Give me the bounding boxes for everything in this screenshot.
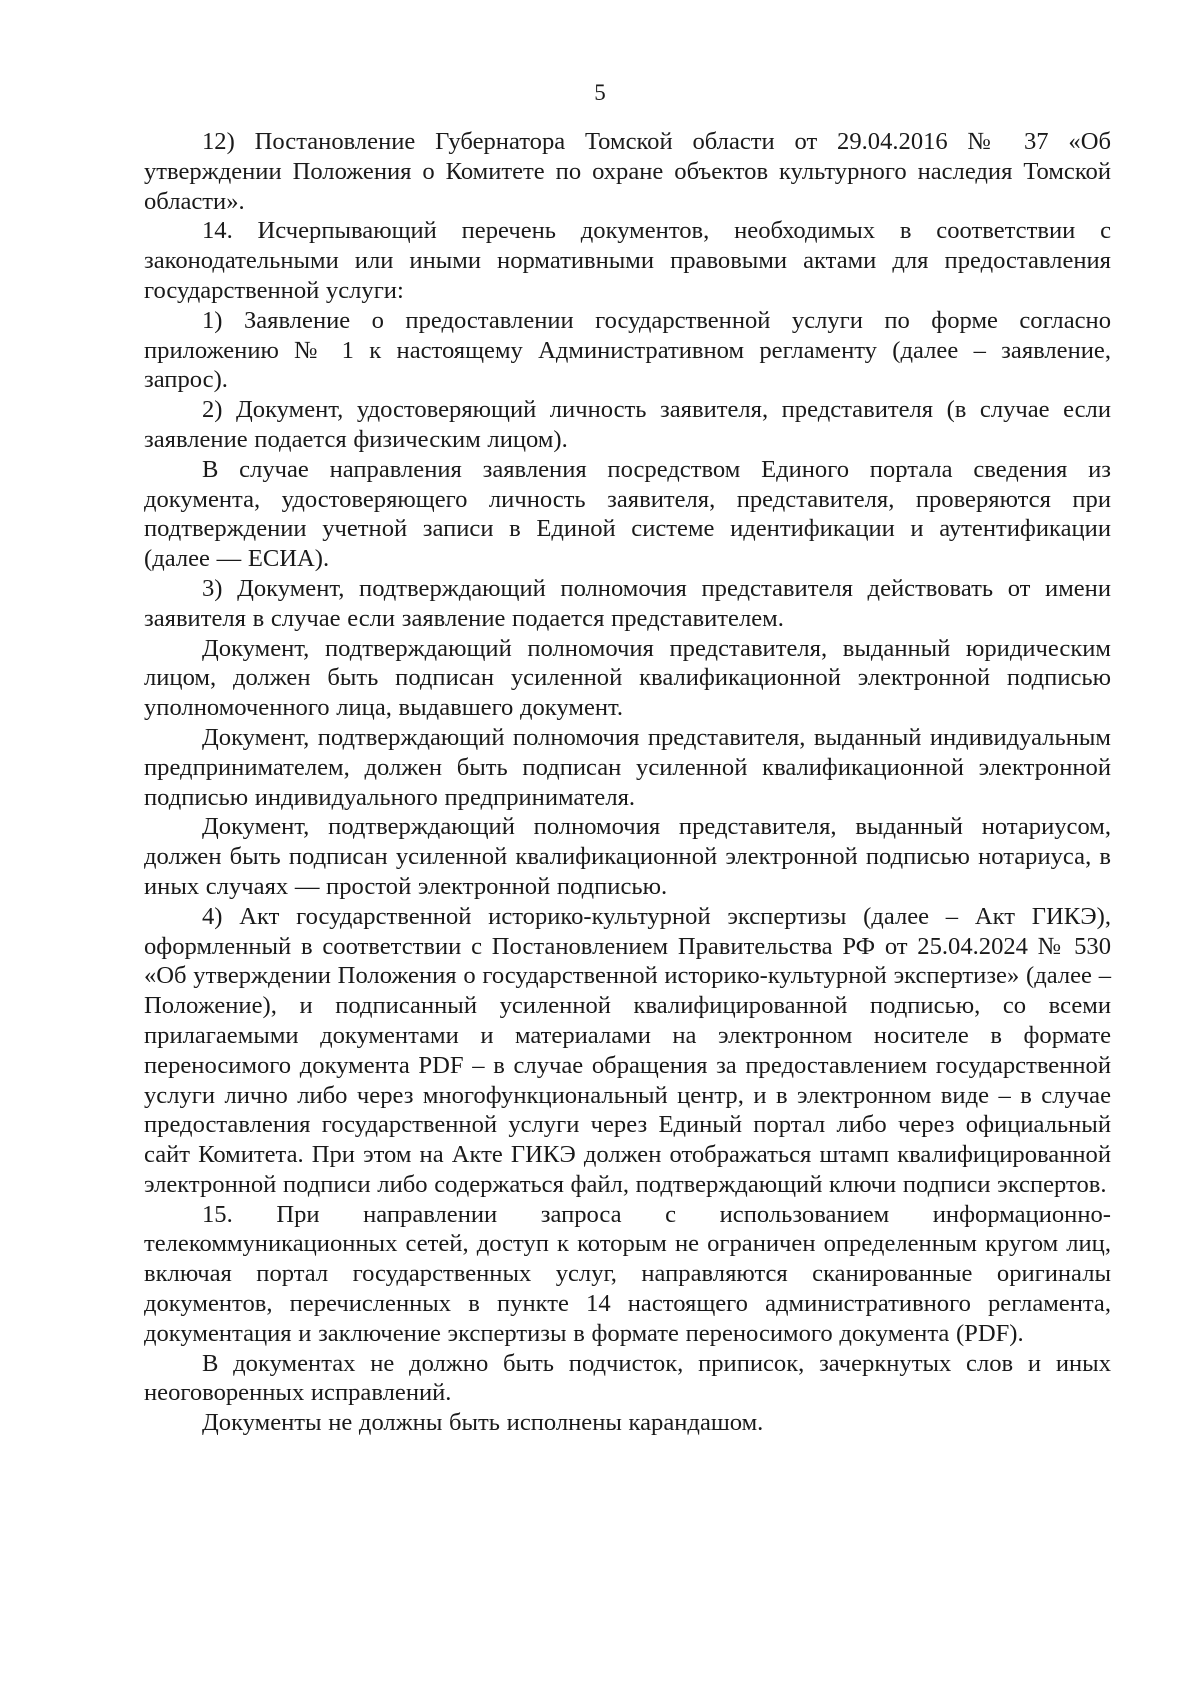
paragraph-no-corrections: В документах не должно быть подчисток, приписок, зачеркнутых слов и иных неоговоренных исправлений. bbox=[144, 1349, 1111, 1407]
paragraph-notary: Документ, подтверждающий полномочия представителя, выданный нотариусом, должен быть подписан усиленной квалификационной электронной подписью нотариуса, в иных случаях — простой электронной подписью. bbox=[144, 813, 1111, 900]
paragraph-item-3-authority: 3) Документ, подтверждающий полномочия представителя действовать от имени заявителя в случае если заявление подается представителем. bbox=[144, 574, 1111, 632]
paragraph-item-1-application: 1) Заявление о предоставлении государственной услуги по форме согласно приложению № 1 к настоящему Административном регламенту (далее – заявление, запрос). bbox=[144, 306, 1111, 394]
paragraph-section-14: 14. Исчерпывающий перечень документов, необходимых в соответствии с законодательными или иными нормативными правовыми актами для предоставления государственной услуги: bbox=[144, 217, 1111, 304]
paragraph-item-12: 12) Постановление Губернатора Томской области от 29.04.2016 № 37 «Об утверждении Положения о Комитете по охране объектов культурного наследия Томской области». bbox=[144, 128, 1111, 215]
paragraph-esia: В случае направления заявления посредством Единого портала сведения из документа, удостоверяющего личность заявителя, представителя, проверяются при подтверждении учетной записи в Единой системе идентификации и аутентификации (далее — ЕСИА). bbox=[144, 455, 1111, 573]
paragraph-no-pencil: Документы не должны быть исполнены карандашом. bbox=[202, 1409, 764, 1437]
paragraph-item-2-identity: 2) Документ, удостоверяющий личность заявителя, представителя (в случае если заявление подается физическим лицом). bbox=[144, 396, 1111, 453]
document-body bbox=[144, 127, 1111, 1438]
paragraph-entrepreneur: Документ, подтверждающий полномочия представителя, выданный индивидуальным предпринимателем, должен быть подписан усиленной квалификационной электронной подписью индивидуального предпринимателя. bbox=[144, 723, 1111, 811]
paragraph-legal-entity: Документ, подтверждающий полномочия представителя, выданный юридическим лицом, должен быть подписан усиленной квалификационной электронной подписью уполномоченного лица, выдавшего документ. bbox=[144, 634, 1111, 722]
paragraph-section-15: 15. При направлении запроса с использованием информационно-телекоммуникационных сетей, доступ к которым не ограничен определенным кругом лиц, включая портал государственных услуг, направляются сканированные оригиналы документов, перечисленных в пункте 14 настоящего административного регламента, документация и заключение экспертизы в формате переносимого документа (PDF). bbox=[144, 1200, 1111, 1347]
paragraph-item-4-gike: 4) Акт государственной историко-культурной экспертизы (далее – Акт ГИКЭ), оформленный в соответствии с Постановлением Правительства РФ от 25.04.2024 № 530 «Об утверждении Положения о государственной историко-культурной экспертизе» (далее – Положение), и подписанный усиленной квалифицированной подписью, со всеми прилагаемыми документами и материалами на электронном носителе в формате переносимого документа PDF – в случае обращения за предоставлением государственной услуги лично либо через многофункциональный центр, и в электронном виде – в случае предоставления государственной услуги через Единый портал либо через официальный сайт Комитета. При этом на Акте ГИКЭ должен отображаться штамп квалифицированной электронной подписи либо содержаться файл, подтверждающий ключи подписи экспертов. bbox=[144, 902, 1111, 1198]
page-number: 5 bbox=[594, 80, 606, 105]
